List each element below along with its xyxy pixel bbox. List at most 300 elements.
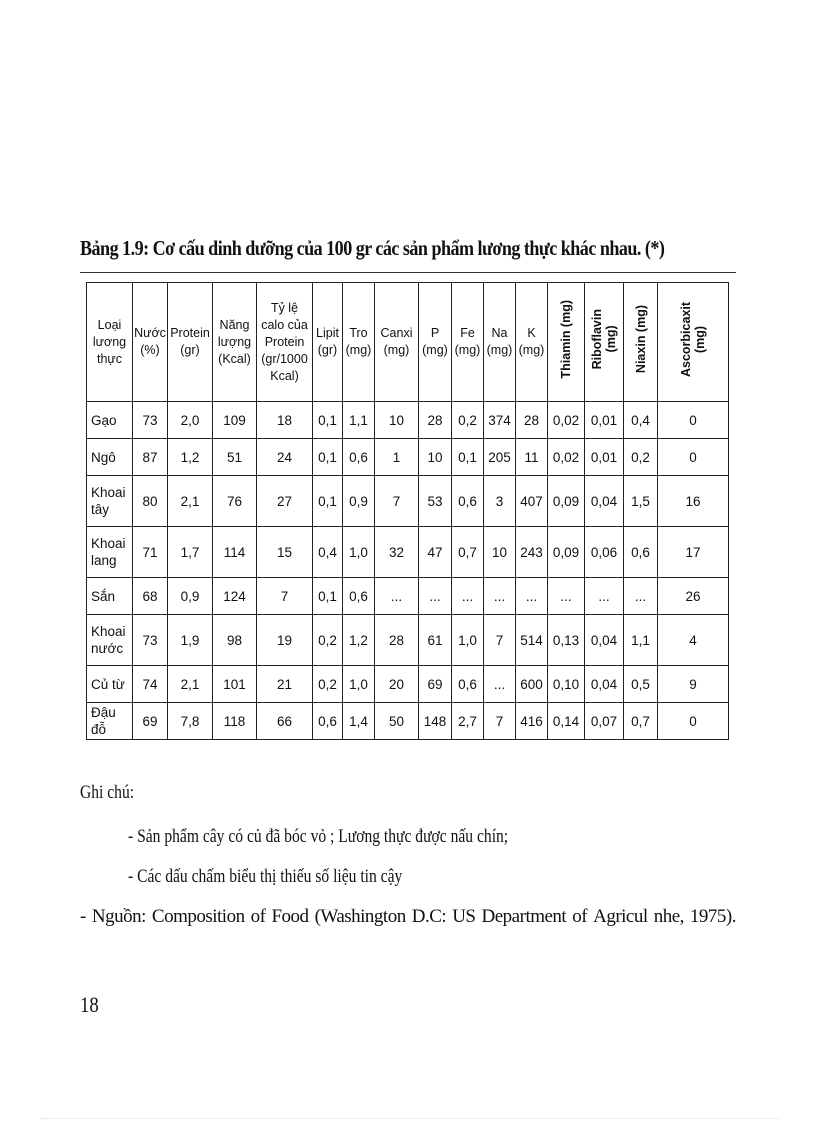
table-cell <box>516 578 548 615</box>
cell-text: (mg) <box>604 325 618 354</box>
cell-text: Na <box>491 326 508 340</box>
source-word: Agricul <box>593 906 648 927</box>
cell-text: 1,1 <box>349 412 368 428</box>
cell-text: ... <box>390 588 403 604</box>
table-cell <box>133 666 168 703</box>
table-cell <box>484 402 516 439</box>
table-cell <box>375 476 419 527</box>
table-cell <box>213 439 257 476</box>
table-cell <box>168 666 213 703</box>
cell-text: 1 <box>392 449 401 465</box>
table-cell <box>658 666 729 703</box>
table-cell <box>484 476 516 527</box>
cell-text: (gr) <box>317 343 338 357</box>
table-cell <box>624 703 658 740</box>
table-cell <box>133 615 168 666</box>
source-word: Nguồn: <box>91 906 146 927</box>
cell-text: 374 <box>488 412 511 428</box>
cell-text: 68 <box>142 588 158 604</box>
cell-text: 71 <box>142 544 158 560</box>
table-cell <box>168 703 213 740</box>
table-cell <box>343 402 375 439</box>
cell-text: 1,0 <box>458 632 477 648</box>
cell-text: 53 <box>427 493 443 509</box>
table-cell <box>516 476 548 527</box>
table-cell <box>343 615 375 666</box>
cell-text: 0,2 <box>631 449 650 465</box>
cell-text: (gr) <box>180 343 200 357</box>
table-cell <box>419 615 452 666</box>
cell-text: 0,7 <box>458 544 477 560</box>
table-cell <box>168 578 213 615</box>
row-label <box>87 402 133 439</box>
table-cell <box>257 402 313 439</box>
table-cell <box>213 476 257 527</box>
cell-text: (mg) <box>454 343 481 357</box>
table-cell <box>419 476 452 527</box>
cell-text: (mg) <box>345 343 372 357</box>
cell-text: 28 <box>427 412 443 428</box>
cell-text: Ngô <box>91 449 116 465</box>
table-cell <box>658 615 729 666</box>
cell-text: 0,09 <box>552 544 580 560</box>
table-cell <box>313 666 343 703</box>
column-header-vertical-text <box>559 300 573 378</box>
cell-text: Khoai <box>91 624 126 639</box>
column-header <box>87 283 133 402</box>
table-cell <box>375 615 419 666</box>
cell-text: 69 <box>427 676 443 692</box>
cell-text: 0,4 <box>318 544 337 560</box>
table-cell <box>133 402 168 439</box>
table-cell <box>585 439 624 476</box>
table-cell <box>658 578 729 615</box>
row-label <box>87 703 133 740</box>
table-cell <box>168 476 213 527</box>
table-cell <box>658 476 729 527</box>
cell-text: 0,6 <box>458 676 477 692</box>
table-cell <box>213 666 257 703</box>
cell-text: 0,1 <box>318 412 337 428</box>
row-label <box>87 578 133 615</box>
cell-text: 243 <box>520 544 543 560</box>
cell-text: Protein <box>170 326 210 340</box>
column-header-vertical-text <box>679 302 707 377</box>
table-cell <box>516 439 548 476</box>
table-cell <box>484 527 516 578</box>
caption-rule <box>80 272 736 273</box>
table-cell <box>452 666 484 703</box>
cell-text: Protein <box>264 334 305 349</box>
table-row <box>87 578 729 615</box>
cell-text: 16 <box>685 493 701 509</box>
source-word: D.C: <box>411 906 447 927</box>
cell-text: 0,9 <box>180 588 200 604</box>
cell-text: 0,06 <box>590 544 618 560</box>
table-cell <box>168 615 213 666</box>
cell-text: Canxi <box>380 326 413 340</box>
cell-text: ... <box>525 588 538 604</box>
row-label <box>87 666 133 703</box>
cell-text: 73 <box>142 632 158 648</box>
cell-text: 0,02 <box>552 449 580 465</box>
cell-text: 7 <box>495 632 504 648</box>
cell-text: 0,01 <box>590 449 618 465</box>
cell-text: 0,7 <box>631 713 650 729</box>
cell-text: 0,6 <box>631 544 650 560</box>
column-header <box>375 283 419 402</box>
table-cell <box>624 578 658 615</box>
table-row <box>87 476 729 527</box>
cell-text: 80 <box>142 493 158 509</box>
cell-text: 9 <box>689 676 697 692</box>
table-cell <box>624 476 658 527</box>
nutrition-table <box>86 282 729 740</box>
cell-text: 1,4 <box>349 713 368 729</box>
table-cell <box>658 402 729 439</box>
cell-text: P <box>430 326 440 340</box>
source-word: (Washington <box>314 906 406 927</box>
table-cell <box>484 578 516 615</box>
cell-text: 416 <box>520 713 543 729</box>
table-cell <box>313 439 343 476</box>
table-cell <box>313 527 343 578</box>
table-cell <box>452 439 484 476</box>
cell-text: ... <box>634 588 647 604</box>
cell-text: 0,2 <box>318 676 337 692</box>
cell-text: (mg) <box>518 343 545 357</box>
cell-text: 20 <box>388 676 405 692</box>
table-cell <box>585 666 624 703</box>
column-header-vertical-text <box>590 309 618 369</box>
cell-text: Fe <box>460 326 475 340</box>
cell-text: 28 <box>523 412 540 428</box>
table-cell <box>452 527 484 578</box>
table-cell <box>419 666 452 703</box>
cell-text: 0,6 <box>349 449 368 465</box>
cell-text: 0,10 <box>552 676 580 692</box>
cell-text: 66 <box>276 713 293 729</box>
cell-text: Lipit <box>316 326 339 340</box>
column-header <box>585 283 624 402</box>
table-cell <box>419 402 452 439</box>
table-cell <box>168 527 213 578</box>
cell-text: 51 <box>226 449 243 465</box>
table-cell <box>624 666 658 703</box>
table-cell <box>343 476 375 527</box>
table-row <box>87 439 729 476</box>
cell-text: 0,6 <box>349 588 368 604</box>
table-cell <box>133 439 168 476</box>
cell-text: 514 <box>520 632 543 648</box>
table-cell <box>548 527 585 578</box>
source-word: US <box>452 906 476 927</box>
table-cell <box>419 527 452 578</box>
table-cell <box>585 703 624 740</box>
source-word: Food <box>271 906 309 927</box>
cell-text: 2,1 <box>180 493 200 509</box>
cell-text: 7,8 <box>180 713 200 729</box>
table-cell <box>375 666 419 703</box>
cell-text: 24 <box>276 449 293 465</box>
table-cell <box>375 439 419 476</box>
cell-text: ... <box>429 588 441 604</box>
table-cell <box>213 527 257 578</box>
table-cell <box>257 439 313 476</box>
table-cell <box>624 527 658 578</box>
table-cell <box>375 402 419 439</box>
cell-text: 2,1 <box>180 676 200 692</box>
cell-text: Nước <box>134 326 166 340</box>
cell-text: 1,7 <box>180 544 200 560</box>
cell-text: 0,14 <box>552 713 580 729</box>
cell-text: Tro <box>349 326 368 340</box>
cell-text: 10 <box>388 412 405 428</box>
table-cell <box>419 703 452 740</box>
column-header <box>658 283 729 402</box>
table-cell <box>548 578 585 615</box>
table-cell <box>375 527 419 578</box>
table-cell <box>658 703 729 740</box>
page-number: 18 <box>80 992 99 1017</box>
table-cell <box>257 666 313 703</box>
source-line <box>80 906 736 928</box>
table-row <box>87 615 729 666</box>
table-cell <box>313 402 343 439</box>
cell-text: 0,02 <box>552 412 580 428</box>
cell-text: 87 <box>142 449 158 465</box>
table-cell <box>548 666 585 703</box>
table-cell <box>452 578 484 615</box>
table-cell <box>624 402 658 439</box>
cell-text: lượng <box>217 334 252 349</box>
table-row <box>87 527 729 578</box>
cell-text: 600 <box>520 676 543 692</box>
cell-text: 11 <box>524 449 539 465</box>
cell-text: 109 <box>223 412 246 428</box>
cell-text: calo của <box>261 317 308 332</box>
notes-heading: Ghi chú: <box>80 782 135 803</box>
cell-text: 0,4 <box>631 412 650 428</box>
table-cell <box>484 615 516 666</box>
cell-text: 148 <box>423 713 447 729</box>
cell-text: (mg) <box>422 343 448 357</box>
cell-text: 0,13 <box>552 632 580 648</box>
cell-text: 3 <box>495 493 504 509</box>
cell-text: 1,5 <box>631 493 650 509</box>
table-cell <box>452 476 484 527</box>
row-label <box>87 615 133 666</box>
table-cell <box>548 615 585 666</box>
cell-text: Đậu đỗ <box>91 705 116 737</box>
cell-text: Riboflavin <box>590 309 604 370</box>
table-cell <box>658 527 729 578</box>
cell-text: 0,5 <box>631 676 650 692</box>
column-header <box>343 283 375 402</box>
column-header <box>133 283 168 402</box>
table-cell <box>343 703 375 740</box>
cell-text: 0,1 <box>318 493 337 509</box>
column-header <box>452 283 484 402</box>
source-word: Composition <box>151 906 245 927</box>
cell-text: 0,09 <box>552 493 580 509</box>
cell-text: 0,1 <box>458 449 477 465</box>
cell-text: Niaxin (mg) <box>633 305 648 374</box>
table-cell <box>548 476 585 527</box>
cell-text: 1,0 <box>349 544 368 560</box>
table-cell <box>452 615 484 666</box>
cell-text: 21 <box>276 676 293 692</box>
table-cell <box>516 615 548 666</box>
table-cell <box>548 439 585 476</box>
cell-text: 0,1 <box>318 588 337 604</box>
cell-text: 0,2 <box>318 632 337 648</box>
source-word: of <box>572 906 588 927</box>
table-cell <box>313 578 343 615</box>
note-item-2: - Các dấu chấm biểu thị thiếu số liệu tin cậy <box>128 866 403 887</box>
table-cell <box>168 402 213 439</box>
table-cell <box>516 402 548 439</box>
cell-text: 7 <box>392 493 401 509</box>
cell-text: 27 <box>276 493 293 509</box>
table-cell <box>484 666 516 703</box>
table-cell <box>548 402 585 439</box>
cell-text: 1,2 <box>180 449 200 465</box>
column-header <box>548 283 585 402</box>
cell-text: Củ từ <box>91 676 125 692</box>
cell-text: 7 <box>280 588 289 604</box>
table-cell <box>419 439 452 476</box>
cell-text: 47 <box>427 544 443 560</box>
column-header <box>168 283 213 402</box>
table-cell <box>133 578 168 615</box>
header-row <box>87 283 729 402</box>
table-cell <box>343 527 375 578</box>
column-header <box>313 283 343 402</box>
cell-text: ... <box>461 588 474 604</box>
cell-text: 17 <box>685 544 701 560</box>
table-cell <box>257 527 313 578</box>
table-cell <box>516 666 548 703</box>
cell-text: Ascorbicaxit <box>679 301 693 378</box>
column-header <box>213 283 257 402</box>
cell-text: 28 <box>388 632 405 648</box>
cell-text: 0,9 <box>349 493 368 509</box>
row-label <box>87 476 133 527</box>
row-label <box>87 439 133 476</box>
cell-text: Khoai <box>91 485 126 500</box>
table-cell <box>548 703 585 740</box>
table-cell <box>375 703 419 740</box>
cell-text: 15 <box>276 544 293 560</box>
cell-text: ... <box>598 588 610 604</box>
cell-text: 114 <box>223 544 246 560</box>
cell-text: 18 <box>276 412 293 428</box>
source-word: of <box>250 906 266 927</box>
cell-text: 101 <box>223 676 246 692</box>
cell-text: (mg) <box>383 343 410 357</box>
cell-text: 205 <box>488 449 511 465</box>
table-cell <box>343 578 375 615</box>
cell-text: 0,07 <box>590 713 618 729</box>
cell-text: 74 <box>142 676 158 692</box>
note-item-1: - Sản phẩm cây có củ đã bóc vỏ ; Lương thực được nấu chín; <box>128 826 509 847</box>
cell-text: 32 <box>388 544 405 560</box>
cell-text: 2,0 <box>180 412 200 428</box>
table-cell <box>419 578 452 615</box>
cell-text: (Kcal) <box>218 351 251 366</box>
table-cell <box>313 476 343 527</box>
cell-text: 407 <box>520 493 543 509</box>
cell-text: tây <box>91 502 110 517</box>
cell-text: Gạo <box>91 412 117 428</box>
cell-text: 0,01 <box>590 412 618 428</box>
table-cell <box>213 578 257 615</box>
table-cell <box>484 439 516 476</box>
cell-text: 69 <box>142 713 158 729</box>
cell-text: 1,0 <box>349 676 368 692</box>
table-cell <box>213 615 257 666</box>
table-row <box>87 703 729 740</box>
cell-text: 7 <box>495 713 504 729</box>
table-cell <box>133 527 168 578</box>
row-label <box>87 527 133 578</box>
table-cell <box>257 476 313 527</box>
cell-text: nước <box>91 641 124 656</box>
source-word: nhe, <box>653 906 684 927</box>
cell-text: (%) <box>140 343 160 357</box>
cell-text: 2,7 <box>458 713 477 729</box>
table-cell <box>343 666 375 703</box>
table-cell <box>585 402 624 439</box>
table-cell <box>133 476 168 527</box>
table-cell <box>624 439 658 476</box>
cell-text: ... <box>493 588 506 604</box>
table-cell <box>313 615 343 666</box>
table-cell <box>624 615 658 666</box>
cell-text: 4 <box>689 632 697 648</box>
cell-text: 0,6 <box>318 713 337 729</box>
table-caption: Bảng 1.9: Cơ cấu dinh dưỡng của 100 gr các sản phẩm lương thực khác nhau. (*) <box>80 236 665 260</box>
column-header-vertical-text <box>634 305 648 373</box>
cell-text: 61 <box>427 632 443 648</box>
table-cell <box>452 402 484 439</box>
table-cell <box>168 439 213 476</box>
column-header <box>516 283 548 402</box>
cell-text: 0 <box>689 449 697 465</box>
table-cell <box>313 703 343 740</box>
table-cell <box>213 703 257 740</box>
cell-text: ... <box>493 676 506 692</box>
cell-text: 0,6 <box>458 493 477 509</box>
table-cell <box>343 439 375 476</box>
table-cell <box>375 578 419 615</box>
table-row <box>87 666 729 703</box>
cell-text: 1,9 <box>180 632 200 648</box>
cell-text: lang <box>91 553 117 568</box>
cell-text: Thiamin (mg) <box>559 300 573 379</box>
cell-text: 73 <box>142 412 158 428</box>
cell-text: Loại <box>97 317 122 332</box>
cell-text: 0,04 <box>590 493 618 509</box>
cell-text: 0,1 <box>318 449 337 465</box>
cell-text: 98 <box>226 632 243 648</box>
source-word: - <box>80 906 86 927</box>
table-cell <box>516 703 548 740</box>
cell-text: Khoai <box>91 536 126 551</box>
cell-text: 0,04 <box>590 676 618 692</box>
table-cell <box>452 703 484 740</box>
